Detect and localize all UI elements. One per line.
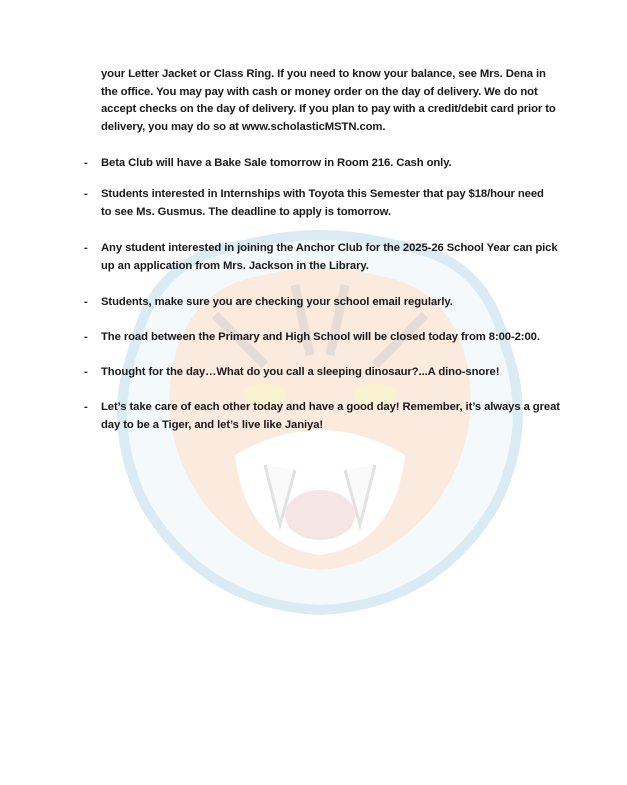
- bullet-dash: -: [84, 188, 88, 200]
- text-line: delivery, you may do so at www.scholasticMSTN.com.: [101, 120, 386, 133]
- text-line: up an application from Mrs. Jackson in the Library.: [101, 259, 369, 272]
- text-line: Any student interested in joining the Anchor Club for the 2025-26 School Year can pick: [101, 242, 558, 254]
- text-line: your Letter Jacket or Class Ring. If you need to know your balance, see Mrs. Dena in: [101, 68, 546, 80]
- text-line: The road between the Primary and High School will be closed today from 8:00-2:00.: [101, 331, 540, 343]
- text-line: Let’s take care of each other today and have a good day! Remember, it’s always a great: [101, 401, 560, 413]
- text-line: the office. You may pay with cash or money order on the day of delivery. We do not: [101, 85, 538, 98]
- announcement-item: [101, 294, 453, 312]
- text-line: Students interested in Internships with Toyota this Semester that pay $18/hour need: [101, 188, 544, 200]
- intro-paragraph: [101, 66, 556, 136]
- text-line: day to be a Tiger, and let’s live like Janiya!: [101, 418, 324, 431]
- text-line: Thought for the day…What do you call a sleeping dinosaur?...A dino-snore!: [101, 366, 500, 378]
- announcement-item: [101, 329, 540, 347]
- bullet-dash: -: [84, 366, 88, 378]
- bullet-dash: -: [84, 157, 88, 169]
- announcement-item: [101, 186, 544, 221]
- text-line: Beta Club will have a Bake Sale tomorrow in Room 216. Cash only.: [101, 157, 452, 169]
- text-line: to see Ms. Gusmus. The deadline to apply is tomorrow.: [101, 205, 391, 218]
- bullet-dash: -: [84, 331, 88, 343]
- announcement-item: [101, 364, 499, 382]
- bullet-dash: -: [84, 401, 88, 413]
- announcement-item: [101, 155, 452, 173]
- text-line: Students, make sure you are checking your school email regularly.: [101, 296, 453, 308]
- announcement-item: [101, 240, 558, 275]
- announcement-item: [101, 399, 560, 434]
- text-line: accept checks on the day of delivery. If you plan to pay with a credit/debit card prior to: [101, 103, 556, 116]
- bullet-dash: -: [84, 242, 88, 254]
- bullet-dash: -: [84, 296, 88, 308]
